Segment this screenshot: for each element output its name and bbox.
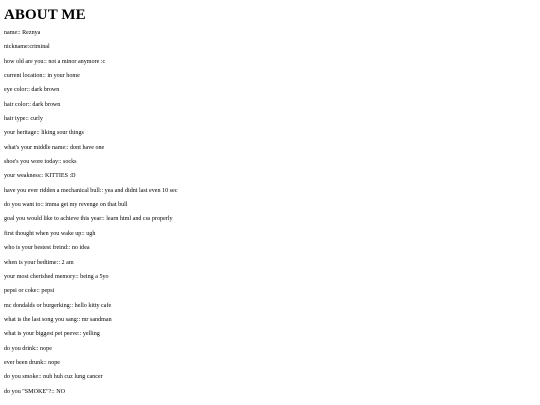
about-me-entry: nickname:criminal — [4, 44, 50, 51]
about-me-entry: your most cherished memory:: being a 5yo — [4, 273, 109, 280]
about-me-entry: your weakness:: KITTIES :D — [4, 173, 76, 180]
about-me-entry: eye color:: dark brown — [4, 87, 60, 94]
about-me-entry: pepsi or coke:: pepsi — [4, 288, 55, 295]
about-me-entry: what is the last song you sang:: mr sandman — [4, 316, 112, 323]
about-me-entry: goal you would like to achieve this year:: learn html and css properly — [4, 216, 173, 223]
about-me-entry: have you ever ridden a mechanical bull:: yea and didnt last even 10 sec — [4, 187, 178, 194]
about-me-entry: what is your biggest pet peeve:: yelling — [4, 331, 100, 338]
about-me-entry: who is your bestest freind:: no idea — [4, 245, 90, 252]
about-me-entry: how old are you:: not a minor anymore :c — [4, 58, 106, 65]
about-me-entry: ever been drunk:: nope — [4, 359, 61, 366]
about-me-entry: hair type:: curly — [4, 116, 43, 123]
about-me-entry: shoe's you wore today:: socks — [4, 159, 77, 166]
about-me-entry: current location:: in your home — [4, 73, 80, 80]
about-me-entry: do you want to:: imma get my revenge on that bull — [4, 202, 128, 209]
about-me-entry: hair color:: dark brown — [4, 101, 61, 108]
about-me-entry: first thought when you wake up:: ugh — [4, 230, 96, 237]
page-title: ABOUT ME — [4, 7, 86, 23]
about-me-list — [4, 30, 540, 396]
about-me-entry: what's your middle name:: dont have one — [4, 144, 105, 151]
about-me-entry: your heritage:: liking sour things — [4, 130, 84, 137]
about-me-entry: do you drink:: nope — [4, 345, 52, 352]
about-me-entry: do you "SMOKE"?:: NO — [4, 388, 66, 395]
about-me-entry: do you smoke:: nuh huh cuz lung cancer — [4, 374, 103, 381]
about-me-entry: name:: Reznya — [4, 30, 41, 36]
about-me-entry: when is your bedtime:: 2 am — [4, 259, 74, 266]
about-me-entry: mc dondalds or burgerking:: hello kitty cafe — [4, 302, 112, 309]
